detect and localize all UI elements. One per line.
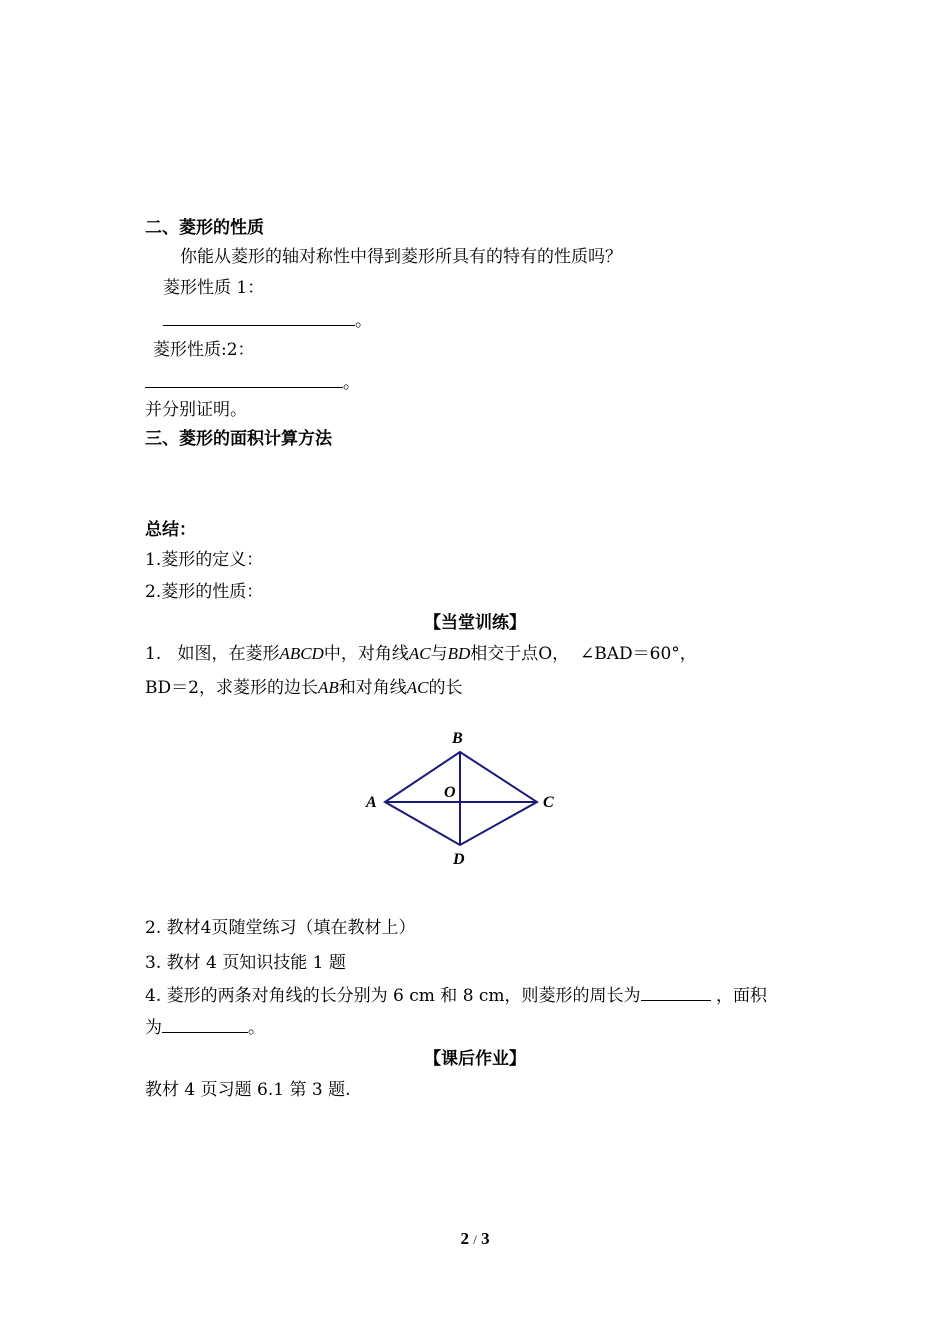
property-2-label: 菱形性质:2： [153, 340, 255, 360]
question-1-text-a: 如图，在菱形 [177, 644, 280, 664]
section-2-question: 你能从菱形的轴对称性中得到菱形所具有的特有的性质吗？ [180, 247, 622, 267]
question-2: 2. 教材4页随堂练习（填在教材上） [145, 918, 416, 938]
question-4-prefix: 为 [145, 1018, 162, 1038]
var-bd: BD [447, 644, 471, 663]
question-4-text: 4. 菱形的两条对角线的长分别为 6 cm 和 8 cm，则菱形的周长为 [145, 986, 641, 1006]
perimeter-blank[interactable] [641, 984, 711, 1001]
homework-text: 教材 4 页习题 6.1 第 3 题. [145, 1080, 351, 1100]
property-2-period: 。 [343, 373, 360, 393]
practice-heading: 【当堂训练】 [424, 613, 526, 633]
center-label-o: O [444, 784, 456, 801]
summary-title: 总结： [145, 520, 196, 540]
rhombus-diagram [350, 722, 580, 882]
var-ab: AB [317, 678, 339, 697]
summary-item-1: 1.菱形的定义： [145, 550, 264, 570]
property-2-blank[interactable] [145, 371, 343, 388]
area-blank[interactable] [162, 1016, 248, 1033]
question-1-text-c: 与 [430, 644, 448, 664]
question-1-line-2 [145, 676, 462, 700]
question-1-text-f: 和对角线 [338, 678, 407, 698]
page-current: 2 [460, 1229, 469, 1248]
question-1-line-1 [145, 642, 697, 666]
question-1-text-b: 中，对角线 [323, 644, 409, 664]
vertex-label-b: B [452, 730, 463, 747]
question-1-condition: ∠BAD＝60°， [580, 644, 697, 664]
question-1-number: 1. [145, 644, 162, 664]
question-4-line-2 [145, 1016, 265, 1040]
var-abcd: ABCD [279, 644, 324, 663]
property-1-blank[interactable] [163, 309, 355, 326]
summary-item-2: 2.菱形的性质： [145, 582, 264, 602]
page-separator: / [473, 1232, 477, 1247]
property-1-answer-line [163, 309, 372, 333]
vertex-label-a: A [366, 794, 377, 811]
question-4-area-text: ，面积 [715, 986, 767, 1006]
page-number [0, 1227, 950, 1252]
question-4-period: 。 [248, 1018, 265, 1038]
proof-note: 并分别证明。 [145, 400, 247, 420]
homework-heading: 【课后作业】 [424, 1049, 526, 1069]
section-2-title: 二、菱形的性质 [145, 218, 264, 238]
var-ac-2: AC [406, 678, 429, 697]
question-1-text-e: BD＝2，求菱形的边长 [145, 678, 318, 698]
vertex-label-c: C [543, 794, 554, 811]
question-3: 3. 教材 4 页知识技能 1 题 [145, 953, 346, 973]
page-total: 3 [481, 1229, 490, 1248]
property-1-label: 菱形性质 1： [163, 278, 265, 298]
vertex-label-d: D [453, 851, 465, 868]
question-1-text-g: 的长 [428, 678, 463, 698]
var-ac: AC [408, 644, 431, 663]
question-4-line-1 [145, 984, 767, 1008]
property-2-answer-line [145, 371, 360, 395]
question-1-text-d: 相交于点O， [470, 644, 570, 664]
section-3-title: 三、菱形的面积计算方法 [145, 429, 332, 449]
property-1-period: 。 [355, 311, 372, 331]
